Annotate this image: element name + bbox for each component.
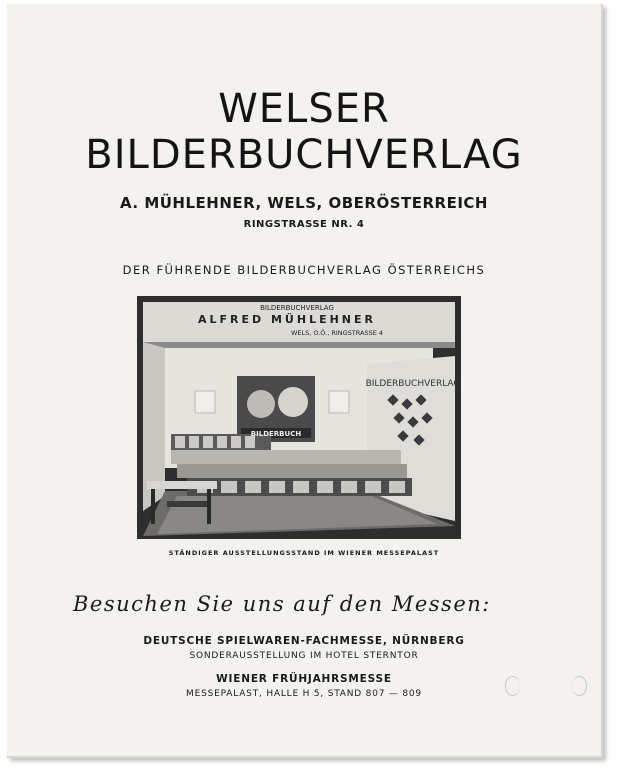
title-line-2: BILDERBUCHVERLAG (85, 132, 523, 178)
poster-text: BILDERBUCH (250, 430, 302, 438)
fair2-detail: MESSEPALAST, HALLE H 5, STAND 807 — 809 (186, 689, 422, 699)
right-panel-sign: BILDERBUCHVERLAG (365, 379, 461, 389)
fair1-detail: SONDERAUSSTELLUNG IM HOTEL STERNTOR (189, 651, 419, 661)
address-line: RINGSTRASSE NR. 4 (243, 219, 365, 230)
tagline: DER FÜHRENDE BILDERBUCHVERLAG ÖSTERREICHS (122, 263, 486, 277)
sign-small-text: BILDERBUCHVERLAG (260, 304, 334, 312)
sign-address-text: WELS, O.Ö., RINGSTRASSE 4 (290, 329, 384, 337)
page-mark-left (505, 676, 520, 696)
fairs-heading: Besuchen Sie uns auf den Messen: (73, 592, 491, 616)
exhibition-stand-photo (137, 296, 461, 539)
publisher-line: A. MÜHLEHNER, WELS, OBERÖSTERREICH (120, 194, 488, 212)
sign-name-text: ALFRED MÜHLEHNER (198, 313, 376, 326)
page-mark-right (572, 676, 587, 696)
photo-caption: STÄNDIGER AUSSTELLUNGSSTAND IM WIENER MESSEPALAST (168, 549, 440, 557)
title-line-1: WELSER (218, 86, 390, 132)
stand-illustration (137, 296, 461, 539)
fair1-name: DEUTSCHE SPIELWAREN-FACHMESSE, NÜRNBERG (143, 635, 465, 647)
brochure-page (7, 4, 603, 758)
fair2-name: WIENER FRÜHJAHRSMESSE (216, 673, 392, 685)
